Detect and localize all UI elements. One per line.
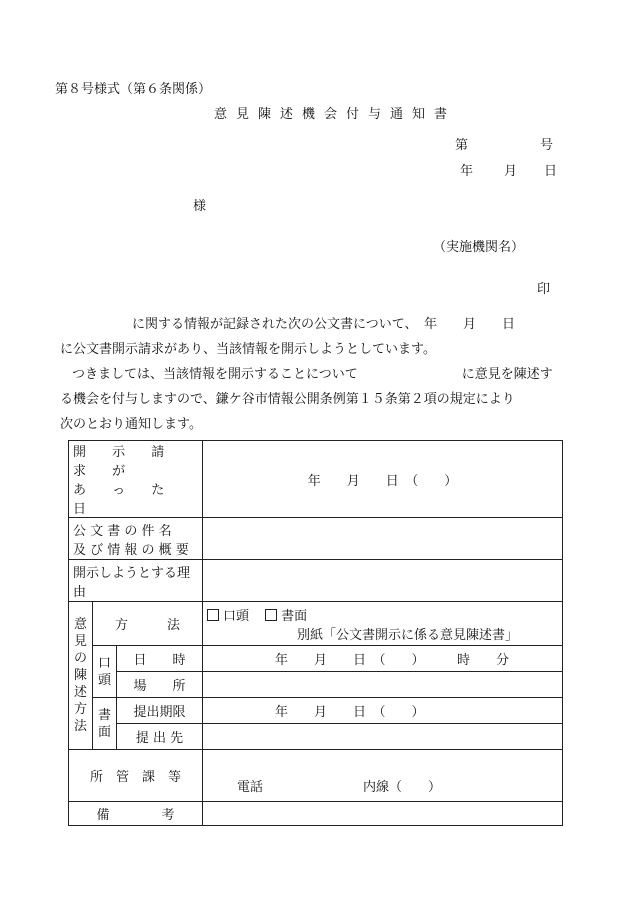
request-date-value: 年 月 日 （ ） — [203, 441, 563, 518]
remarks-value — [203, 802, 563, 826]
form-id: 第８号様式（第６条関係） — [55, 82, 212, 97]
number-suffix: 号 — [540, 138, 554, 153]
request-date-label-1: 開 示 請 求 が — [73, 445, 176, 479]
oral-option-label: 口頭 — [223, 608, 250, 624]
dept-value — [203, 750, 563, 802]
deadline-value: 年 月 日 （ ） — [203, 698, 563, 724]
method-group-label: 意見の陳述方法 — [69, 602, 93, 750]
number-label: 第 — [455, 138, 469, 153]
doc-name-label-2: 及 び 情 報 の 概 要 — [73, 542, 189, 558]
addressee-suffix: 様 — [193, 199, 207, 214]
submit-to-value — [203, 724, 563, 750]
notice-form-table — [68, 440, 563, 826]
method-value — [203, 602, 563, 646]
body-text — [60, 312, 570, 437]
doc-name-label-1: 公 文 書 の 件 名 — [73, 523, 172, 539]
datetime-label: 日 時 — [117, 646, 203, 672]
body-line-5: 次のとおり通知します。 — [60, 417, 202, 432]
date-year: 年 — [460, 164, 474, 179]
place-label: 場 所 — [117, 672, 203, 698]
request-date-label — [69, 441, 203, 518]
dept-label: 所 管 課 等 — [69, 750, 203, 802]
row-reason — [69, 560, 563, 602]
date-day: 日 — [544, 164, 558, 179]
remarks-label: 備 考 — [69, 802, 203, 826]
body-line-2: に公文書開示請求があり、当該情報を開示しようとしています。 — [60, 342, 436, 357]
row-deadline — [69, 698, 563, 724]
doc-name-value — [203, 518, 563, 560]
written-section-label: 書面 — [93, 698, 117, 750]
oral-checkbox[interactable] — [207, 609, 219, 621]
row-place — [69, 672, 563, 698]
oral-section-label: 口頭 — [93, 646, 117, 698]
body-line-4: る機会を付与しますので、鎌ケ谷市情報公開条例第１５条第２項の規定により — [60, 392, 515, 407]
row-doc-name — [69, 518, 563, 560]
method-label: 方 法 — [93, 602, 203, 646]
row-request-date — [69, 441, 563, 518]
submit-to-label: 提 出 先 — [117, 724, 203, 750]
doc-name-label — [69, 518, 203, 560]
document-title: 意見陳述機会付与通知書 — [213, 107, 456, 122]
issue-date — [460, 160, 557, 179]
row-method — [69, 602, 563, 646]
row-dept — [69, 750, 563, 802]
reason-value — [203, 560, 563, 602]
row-submit-to — [69, 724, 563, 750]
deadline-label: 提出期限 — [117, 698, 203, 724]
written-checkbox[interactable] — [265, 609, 277, 621]
phone-label: 電話 — [237, 780, 264, 795]
method-note: 別紙「公文書開示に係る意見陳述書」 — [297, 627, 519, 643]
reason-label: 開示しようとする理由 — [69, 560, 203, 602]
row-datetime — [69, 646, 563, 672]
datetime-value: 年 月 日 （ ） 時 分 — [203, 646, 563, 672]
row-remarks — [69, 802, 563, 826]
org-name: （実施機関名） — [433, 240, 525, 255]
written-option-label: 書面 — [281, 608, 308, 624]
body-line-1: に関する情報が記録された次の公文書について、 年 月 日 — [132, 317, 515, 332]
request-date-label-2: あ っ た 日 — [73, 483, 176, 517]
extension-label: 内線（ ） — [363, 780, 442, 795]
seal-mark: 印 — [537, 282, 551, 297]
date-month: 月 — [504, 164, 518, 179]
body-line-3: つきましては、当該情報を開示することについて に意見を陳述す — [72, 367, 553, 382]
place-value — [203, 672, 563, 698]
